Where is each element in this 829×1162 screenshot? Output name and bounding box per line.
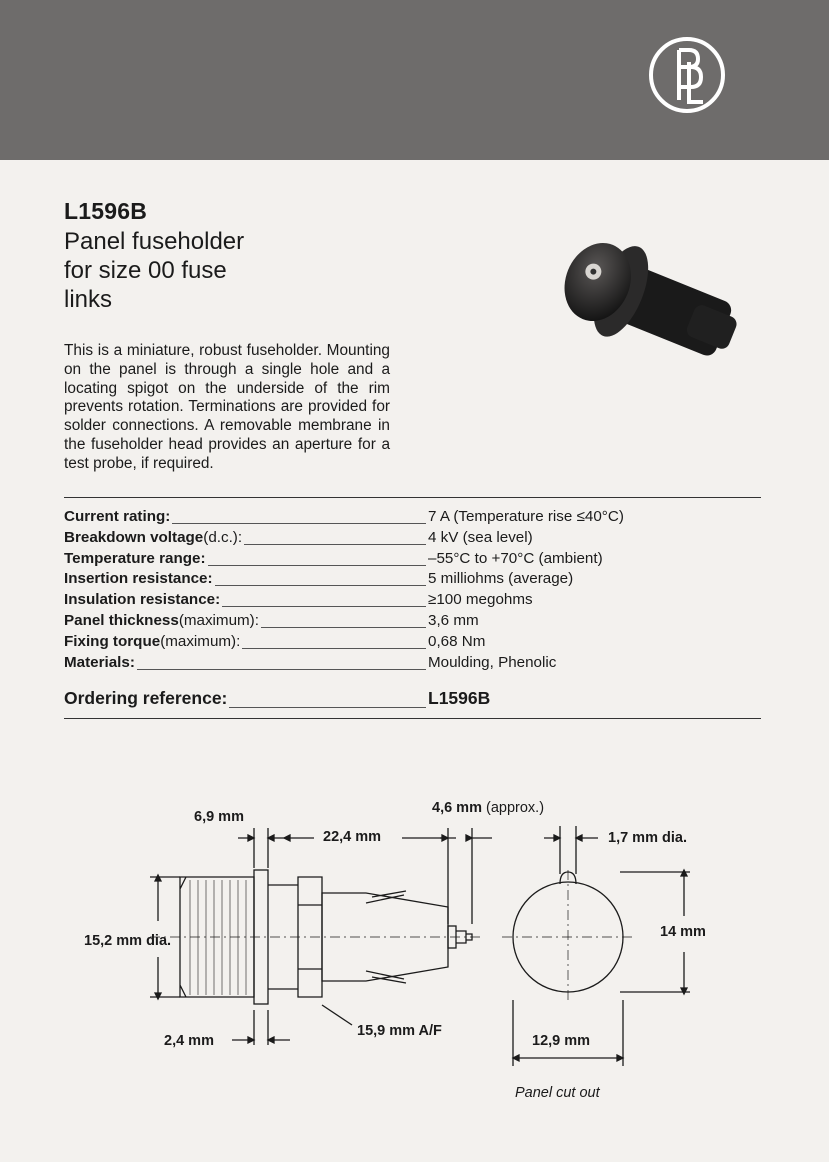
- spec-label: Current rating:: [64, 508, 171, 525]
- cutout-caption: Panel cut out: [515, 1085, 600, 1101]
- ordering-reference: [64, 688, 761, 712]
- spec-value: 5 milliohms (average): [428, 570, 574, 588]
- spec-row-panel-thickness: [64, 612, 761, 633]
- product-code: L1596B: [64, 198, 148, 224]
- spec-row-materials: [64, 654, 761, 675]
- spec-value: 0,68 Nm: [428, 632, 486, 650]
- dim-height-label: 14 mm: [660, 924, 706, 940]
- product-description: This is a miniature, robust fuseholder. Mounting on the panel is through a single hole and a locating spigot on the underside of the rim prevents rotation. Terminations are provided for solder connections. A removable membrane in the fuseholder head provides an aperture for a test probe, if required.: [64, 342, 390, 472]
- spec-value: Moulding, Phenolic: [428, 653, 557, 671]
- title-block: [64, 198, 294, 314]
- header-band: [0, 0, 829, 160]
- spec-row-current-rating: [64, 508, 761, 529]
- dim-spigot-label: 1,7 mm dia.: [608, 830, 687, 846]
- divider-top: [64, 497, 761, 498]
- spec-value: –55°C to +70°C (ambient): [428, 549, 603, 567]
- dim-terminal-label: 4,6 mm (approx.): [432, 800, 545, 816]
- spec-label: Temperature range:: [64, 549, 206, 567]
- spec-row-insertion-resistance: [64, 570, 761, 591]
- ordering-label: Ordering reference:: [64, 688, 228, 708]
- spec-label: Insertion resistance:: [64, 570, 213, 588]
- bl-monogram-logo-icon: [648, 22, 726, 128]
- spec-label: Panel thickness(maximum):: [64, 611, 259, 629]
- subtitle-line: for size 00 fuse: [64, 257, 227, 284]
- spec-label: Materials:: [64, 653, 135, 671]
- spec-label: Fixing torque(maximum):: [64, 632, 241, 650]
- spec-label: Insulation resistance:: [64, 591, 221, 609]
- spec-value: ≥100 megohms: [428, 591, 533, 609]
- spec-row-breakdown-voltage: [64, 529, 761, 550]
- subtitle-line: links: [64, 286, 113, 313]
- subtitle-line: Panel fuseholder: [64, 228, 245, 255]
- spec-value: 4 kV (sea level): [428, 528, 533, 546]
- dim-diameter-label: 15,2 mm dia.: [84, 933, 172, 949]
- dim-length-label: 22,4 mm: [323, 829, 382, 845]
- ordering-value: L1596B: [428, 688, 491, 708]
- divider-bottom: [64, 718, 761, 719]
- dim-nut-label: 15,9 mm A/F: [357, 1023, 442, 1039]
- spec-row-fixing-torque: [64, 633, 761, 654]
- product-subtitle: [64, 227, 294, 314]
- dimension-drawing: [0, 790, 829, 1120]
- spec-value: 7 A (Temperature rise ≤40°C): [428, 508, 624, 525]
- spec-row-insulation-resistance: [64, 591, 761, 612]
- spec-table: [64, 508, 761, 674]
- spec-row-temperature-range: [64, 550, 761, 571]
- dim-rim-label: 2,4 mm: [164, 1033, 214, 1049]
- spec-value: 3,6 mm: [428, 611, 479, 629]
- dim-head-label: 6,9 mm: [194, 809, 244, 825]
- fuseholder-photo: [520, 240, 750, 380]
- dim-cutout-width-label: 12,9 mm: [532, 1033, 591, 1049]
- spec-label: Breakdown voltage(d.c.):: [64, 528, 243, 546]
